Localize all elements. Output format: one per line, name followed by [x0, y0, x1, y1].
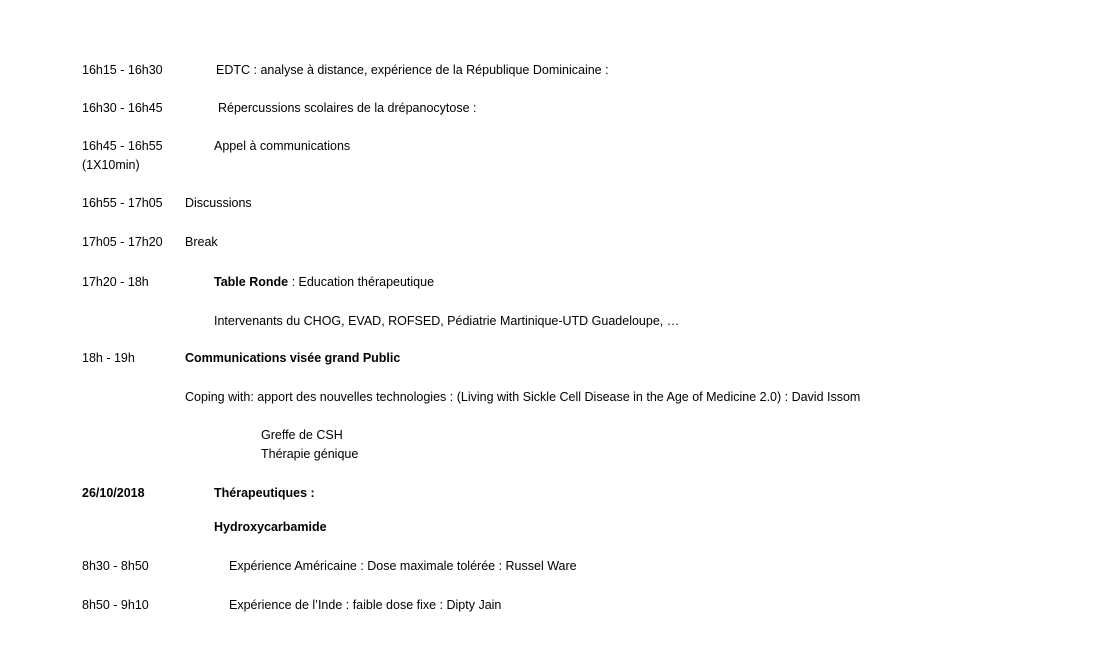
session-title-rest: : Education thérapeutique [288, 275, 435, 289]
time-slot-duration: (1X10min) [82, 158, 140, 172]
time-slot: 17h05 - 17h20 [82, 235, 163, 249]
session-title: Appel à communications [214, 139, 351, 153]
subsection-title: Hydroxycarbamide [214, 520, 327, 534]
time-slot: 8h30 - 8h50 [82, 559, 149, 573]
session-detail: Coping with: apport des nouvelles technologies : (Living with Sickle Cell Disease in the Age of Medicine 2.0) : David Issom [185, 390, 861, 404]
session-title: Répercussions scolaires de la drépanocytose : [218, 101, 477, 115]
session-title: EDTC : analyse à distance, expérience de la République Dominicaine : [216, 63, 609, 77]
session-title: Break [185, 235, 218, 249]
time-slot: 17h20 - 18h [82, 275, 149, 289]
section-title: Thérapeutiques : [214, 486, 315, 500]
date-heading: 26/10/2018 [82, 486, 145, 500]
session-title: Expérience de l’Inde : faible dose fixe : Dipty Jain [229, 598, 502, 612]
session-title: Expérience Américaine : Dose maximale tolérée : Russel Ware [229, 559, 577, 573]
time-slot: 8h50 - 9h10 [82, 598, 149, 612]
speakers-line: Intervenants du CHOG, EVAD, ROFSED, Pédiatrie Martinique-UTD Guadeloupe, … [214, 314, 680, 328]
session-title: Discussions [185, 196, 252, 210]
session-title: Communications visée grand Public [185, 351, 401, 365]
time-slot: 18h - 19h [82, 351, 135, 365]
session-subitem: Greffe de CSH [261, 428, 343, 442]
session-title [214, 273, 434, 292]
session-title-bold: Table Ronde [214, 275, 289, 289]
time-slot: 16h45 - 16h55 [82, 139, 163, 153]
time-slot: 16h15 - 16h30 [82, 63, 163, 77]
time-slot: 16h55 - 17h05 [82, 196, 163, 210]
time-slot: 16h30 - 16h45 [82, 101, 163, 115]
session-subitem: Thérapie génique [261, 447, 359, 461]
